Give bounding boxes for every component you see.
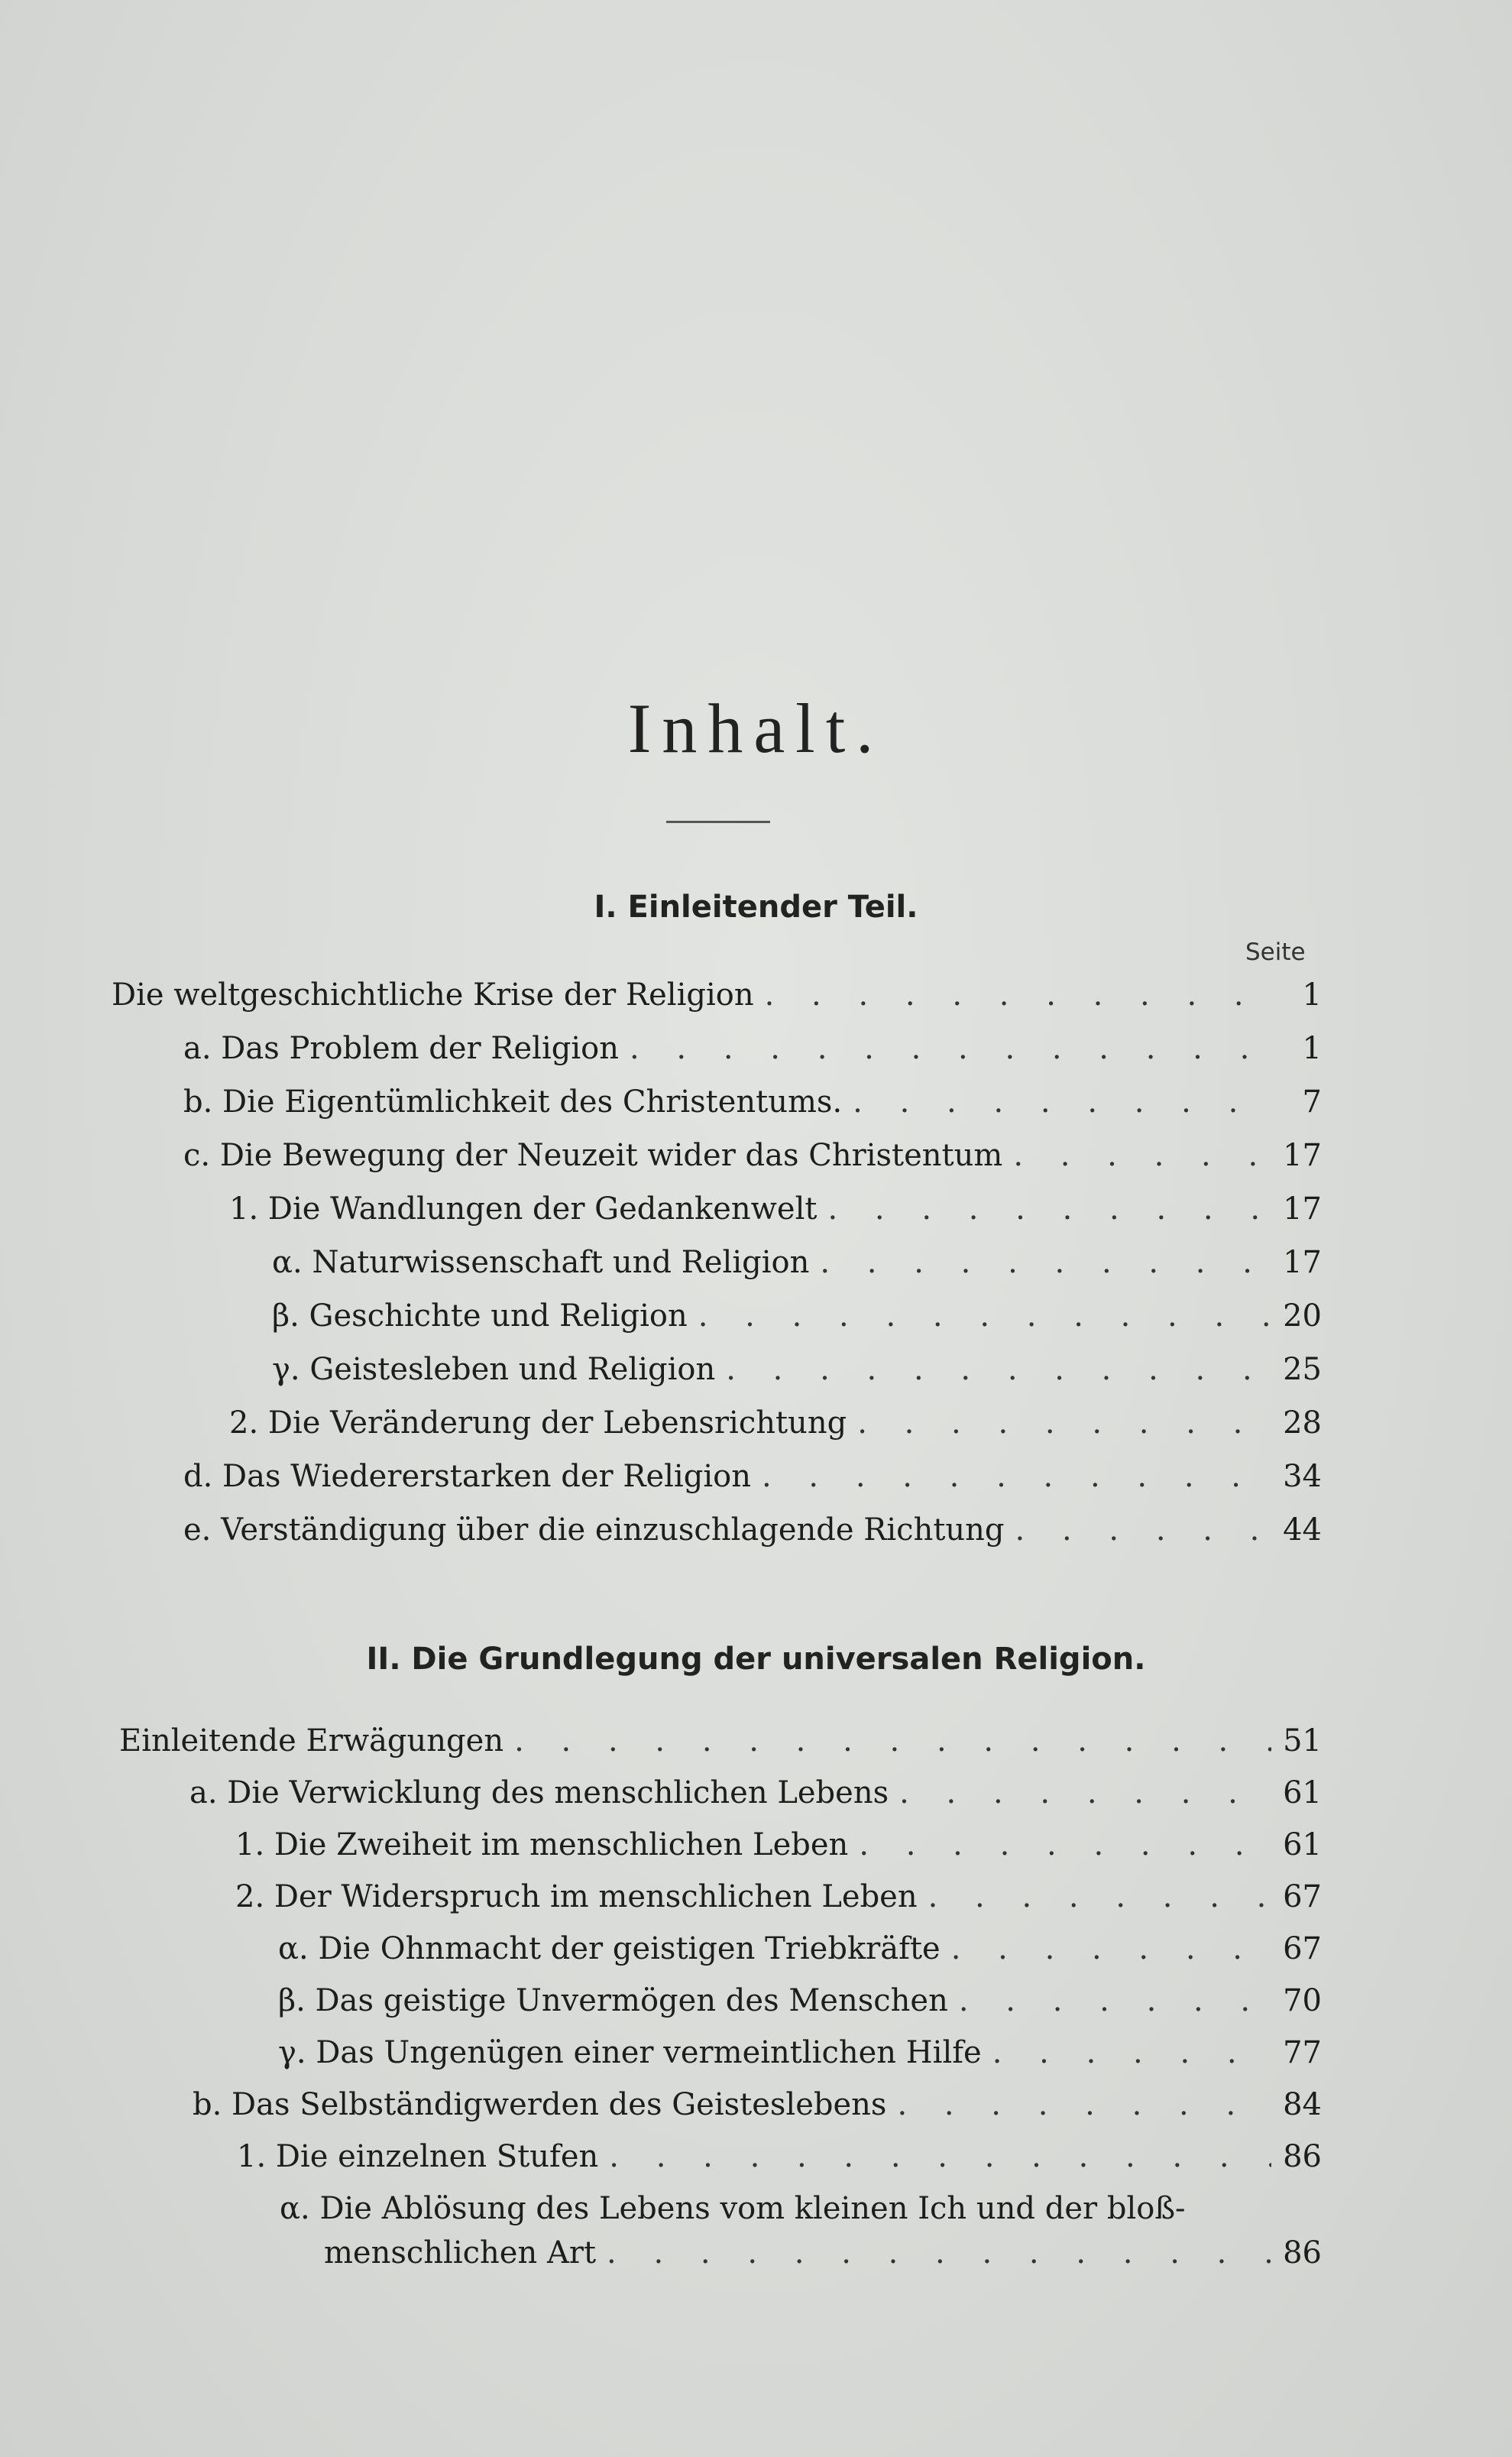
leader-dots bbox=[899, 1771, 1271, 1814]
leader-dots bbox=[827, 1188, 1271, 1230]
toc-entry-text: 1. Die Zweiheit im menschlichen Leben bbox=[235, 1827, 849, 1862]
toc-entry-text: β. Das geistige Unvermögen des Menschen bbox=[278, 1983, 948, 2018]
leader-dots bbox=[992, 2031, 1271, 2074]
toc-entry-page: 25 bbox=[1283, 1352, 1322, 1387]
leader-dots bbox=[698, 1295, 1271, 1337]
toc-entry-page: 1 bbox=[1302, 977, 1322, 1013]
toc-entry-text: 2. Die Veränderung der Lebensrichtung bbox=[229, 1405, 847, 1441]
toc-entry bbox=[324, 2232, 1322, 2274]
leader-dots bbox=[959, 1979, 1271, 2022]
leader-dots bbox=[609, 2135, 1271, 2178]
toc-entry bbox=[272, 1241, 1322, 1284]
toc-entry-text: α. Die Ohnmacht der geistigen Triebkräfte bbox=[278, 1931, 941, 1966]
toc-entry-page: 67 bbox=[1283, 1931, 1322, 1966]
toc-entry-page: 51 bbox=[1283, 1723, 1322, 1758]
toc-entry bbox=[183, 1134, 1322, 1177]
toc-entry-page: 70 bbox=[1283, 1983, 1322, 2018]
leader-dots bbox=[762, 1455, 1271, 1498]
toc-entry-text: Die weltgeschichtliche Krise der Religion bbox=[112, 977, 754, 1013]
toc-entry-page: 17 bbox=[1283, 1245, 1322, 1280]
page-column-label: Seite bbox=[1245, 938, 1306, 966]
leader-dots bbox=[857, 1402, 1271, 1444]
toc-entry-text: a. Die Verwicklung des menschlichen Lebens bbox=[189, 1775, 889, 1810]
toc-entry-page: 61 bbox=[1283, 1827, 1322, 1862]
toc-entry bbox=[183, 1509, 1322, 1551]
toc-entry-page: 44 bbox=[1283, 1512, 1322, 1548]
toc-entry-page: 61 bbox=[1283, 1775, 1322, 1810]
leader-dots bbox=[853, 1081, 1271, 1123]
toc-entry bbox=[235, 1875, 1322, 1918]
toc-entry-text: α. Die Ablösung des Lebens vom kleinen Ich und der bloß- bbox=[280, 2191, 1186, 2226]
toc-entry bbox=[119, 1720, 1322, 1762]
section-heading-2: II. Die Grundlegung der universalen Religion. bbox=[366, 1642, 1146, 1677]
toc-entry-page: 1 bbox=[1302, 1031, 1322, 1066]
toc-entry-text: α. Naturwissenschaft und Religion bbox=[272, 1245, 810, 1280]
toc-entry bbox=[280, 2187, 1322, 2230]
toc-entry bbox=[229, 1402, 1322, 1444]
title-divider bbox=[666, 821, 770, 823]
toc-entry bbox=[229, 1188, 1322, 1230]
leader-dots bbox=[607, 2232, 1271, 2274]
toc-entry-page: 86 bbox=[1283, 2139, 1322, 2174]
toc-entry-page: 84 bbox=[1283, 2087, 1322, 2122]
toc-entry-page: 77 bbox=[1283, 2035, 1322, 2070]
leader-dots bbox=[859, 1823, 1271, 1866]
toc-entry-text: e. Verständigung über die einzuschlagende Richtung bbox=[183, 1512, 1005, 1548]
leader-dots bbox=[951, 1927, 1271, 1970]
toc-entry-page: 86 bbox=[1283, 2235, 1322, 2271]
toc-entry-page: 17 bbox=[1283, 1191, 1322, 1227]
toc-entry-page: 67 bbox=[1283, 1879, 1322, 1914]
toc-entry-page: 17 bbox=[1283, 1138, 1322, 1173]
toc-entry bbox=[278, 2031, 1322, 2074]
toc-entry-text: 1. Die Wandlungen der Gedankenwelt bbox=[229, 1191, 818, 1227]
toc-entry bbox=[278, 1979, 1322, 2022]
toc-entry-text: 1. Die einzelnen Stufen bbox=[237, 2139, 599, 2174]
toc-entry-text: menschlichen Art bbox=[324, 2235, 597, 2271]
leader-dots bbox=[820, 1241, 1271, 1284]
toc-entry bbox=[183, 1027, 1322, 1070]
toc-entry-text: γ. Geistesleben und Religion bbox=[272, 1352, 716, 1387]
toc-entry bbox=[183, 1081, 1322, 1123]
section-heading-1: I. Einleitender Teil. bbox=[594, 890, 918, 925]
toc-entry bbox=[112, 974, 1322, 1016]
leader-dots bbox=[726, 1348, 1271, 1391]
toc-entry bbox=[272, 1295, 1322, 1337]
toc-entry-page: 20 bbox=[1283, 1298, 1322, 1334]
leader-dots bbox=[630, 1027, 1271, 1070]
toc-entry-text: a. Das Problem der Religion bbox=[183, 1031, 619, 1066]
toc-entry-text: Einleitende Erwägungen bbox=[119, 1723, 504, 1758]
leader-dots bbox=[928, 1875, 1271, 1918]
toc-entry-text: β. Geschichte und Religion bbox=[272, 1298, 688, 1334]
leader-dots bbox=[765, 974, 1271, 1016]
toc-entry bbox=[183, 1455, 1322, 1498]
leader-dots bbox=[514, 1720, 1271, 1762]
toc-entry bbox=[278, 1927, 1322, 1970]
toc-entry bbox=[235, 1823, 1322, 1866]
toc-entry-text: b. Das Selbständigwerden des Geisteslebens bbox=[193, 2087, 887, 2122]
toc-entry-text: b. Die Eigentümlichkeit des Christentums. bbox=[183, 1084, 843, 1120]
toc-entry bbox=[237, 2135, 1322, 2178]
leader-dots bbox=[1015, 1509, 1271, 1551]
leader-dots bbox=[1013, 1134, 1271, 1177]
toc-entry-page: 7 bbox=[1302, 1084, 1322, 1120]
page-title: Inhalt. bbox=[627, 689, 885, 767]
toc-entry bbox=[189, 1771, 1322, 1814]
toc-entry-page: 28 bbox=[1283, 1405, 1322, 1441]
toc-entry-page: 34 bbox=[1283, 1459, 1322, 1494]
toc-entry-text: 2. Der Widerspruch im menschlichen Leben bbox=[235, 1879, 918, 1914]
toc-entry-text: c. Die Bewegung der Neuzeit wider das Christentum bbox=[183, 1138, 1003, 1173]
toc-entry bbox=[193, 2083, 1322, 2126]
toc-entry-text: d. Das Wiedererstarken der Religion bbox=[183, 1459, 751, 1494]
leader-dots bbox=[897, 2083, 1271, 2126]
toc-entry-text: γ. Das Ungenügen einer vermeintlichen Hilfe bbox=[278, 2035, 982, 2070]
toc-entry bbox=[272, 1348, 1322, 1391]
